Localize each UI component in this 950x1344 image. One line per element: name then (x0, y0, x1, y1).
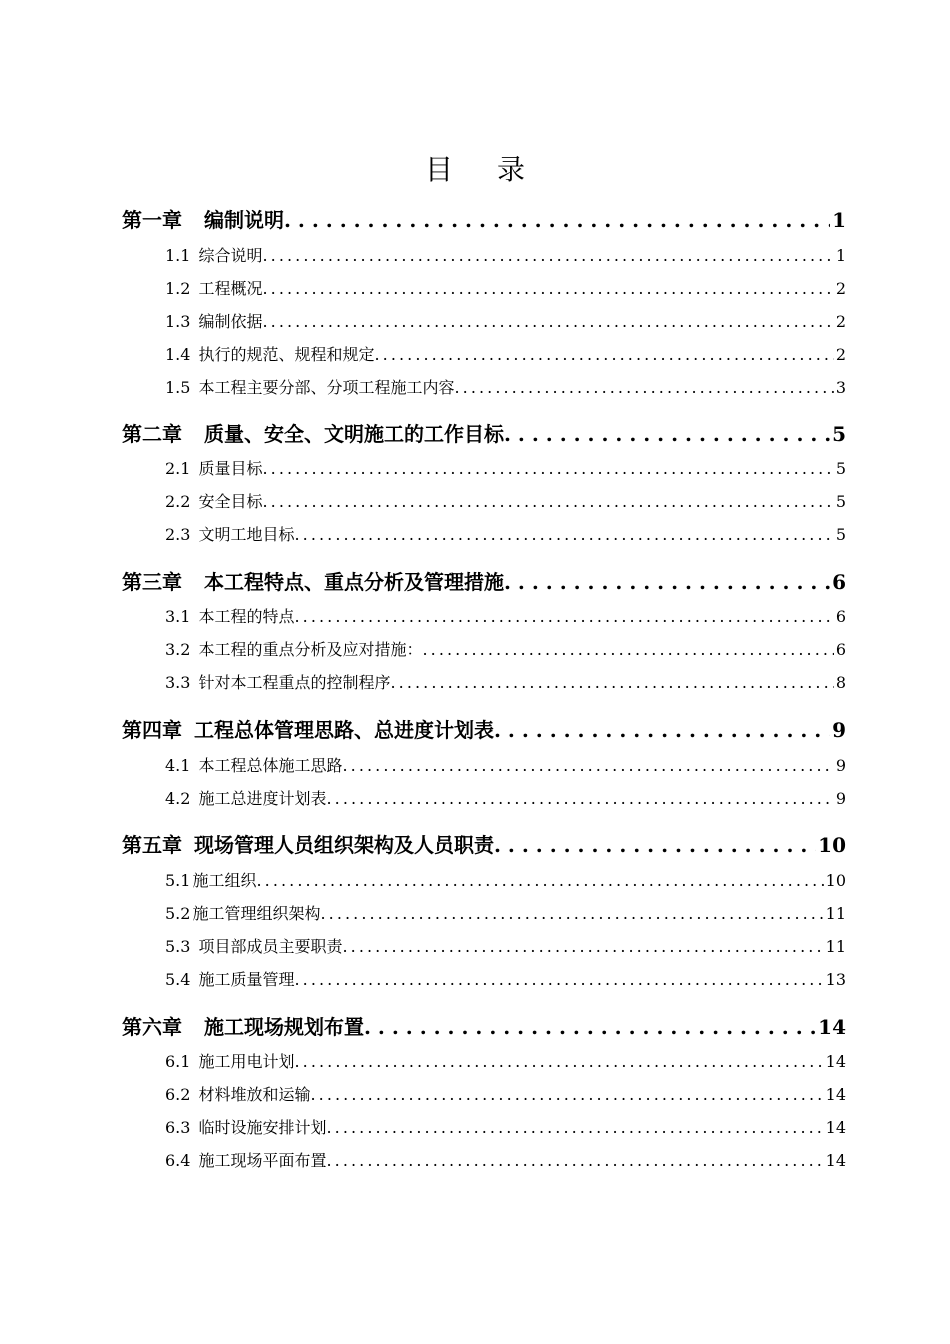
toc-chapter-1[interactable] (122, 207, 846, 233)
entry-page: 10 (825, 871, 846, 890)
entry-page: 13 (825, 970, 846, 989)
toc-section-5-2[interactable] (165, 903, 846, 925)
entry-page: 1 (832, 208, 846, 232)
toc-chapter-3[interactable] (122, 569, 846, 595)
dot-leader (262, 311, 833, 333)
toc-section-6-2[interactable] (165, 1084, 846, 1106)
dot-leader (294, 969, 823, 991)
entry-page: 14 (825, 1151, 846, 1170)
dot-leader (284, 207, 830, 233)
entry-label: 执行的规范、规程和规定 (198, 345, 375, 364)
entry-label: 现场管理人员组织架构及人员职责 (194, 833, 494, 857)
entry-page: 5 (835, 492, 846, 511)
entry-label: 施工管理组织架构 (192, 904, 321, 923)
toc-section-4-2[interactable] (165, 788, 846, 810)
toc-chapter-4[interactable] (122, 717, 846, 743)
entry-page: 5 (835, 459, 846, 478)
entry-number: 4.1 (165, 756, 191, 775)
dot-leader (262, 491, 833, 513)
dot-leader (494, 717, 830, 743)
entry-page: 2 (835, 345, 846, 364)
dot-leader (262, 245, 833, 267)
dot-leader (454, 377, 833, 399)
entry-number: 5.2 (165, 904, 191, 923)
entry-label: 质量、安全、文明施工的工作目标 (204, 422, 504, 446)
toc-section-1-3[interactable] (165, 311, 846, 333)
dot-leader (342, 936, 823, 958)
entry-page: 1 (835, 246, 846, 265)
toc-section-6-1[interactable] (165, 1051, 846, 1073)
toc-section-5-1[interactable] (165, 870, 846, 892)
toc-chapter-6[interactable] (122, 1014, 846, 1040)
entry-number: 第五章 (122, 833, 182, 857)
entry-label: 本工程主要分部、分项工程施工内容 (198, 378, 455, 397)
entry-number: 2.2 (165, 492, 191, 511)
dot-leader (504, 421, 830, 447)
entry-number: 2.3 (165, 525, 191, 544)
dot-leader (342, 755, 833, 777)
entry-label: 编制依据 (198, 312, 263, 331)
entry-number: 5.1 (165, 871, 191, 890)
entry-page: 14 (825, 1118, 846, 1137)
entry-label: 工程总体管理思路、总进度计划表 (194, 718, 494, 742)
entry-number: 第一章 (122, 208, 182, 232)
entry-number: 2.1 (165, 459, 191, 478)
entry-page: 8 (835, 673, 846, 692)
entry-number: 3.3 (165, 673, 191, 692)
toc-chapter-2[interactable] (122, 421, 846, 447)
page-title: 目录 (424, 153, 569, 186)
entry-number: 1.3 (165, 312, 191, 331)
entry-label: 本工程的特点 (198, 607, 295, 626)
entry-page: 2 (835, 279, 846, 298)
dot-leader (326, 788, 833, 810)
entry-page: 14 (818, 1015, 846, 1039)
dot-leader (494, 832, 816, 858)
dot-leader (504, 569, 830, 595)
entry-number: 5.4 (165, 970, 191, 989)
dot-leader (262, 458, 833, 480)
dot-leader (310, 1084, 823, 1106)
dot-leader (256, 870, 823, 892)
entry-number: 4.2 (165, 789, 191, 808)
entry-label: 安全目标 (198, 492, 263, 511)
entry-number: 1.2 (165, 279, 191, 298)
entry-number: 6.1 (165, 1052, 191, 1071)
entry-page: 6 (832, 570, 846, 594)
entry-page: 6 (835, 640, 846, 659)
entry-page: 10 (818, 833, 846, 857)
entry-label: 临时设施安排计划 (198, 1118, 327, 1137)
entry-label: 施工总进度计划表 (198, 789, 327, 808)
entry-number: 5.3 (165, 937, 191, 956)
entry-number: 第四章 (122, 718, 182, 742)
entry-label: 综合说明 (198, 246, 263, 265)
entry-number: 6.3 (165, 1118, 191, 1137)
entry-page: 2 (835, 312, 846, 331)
entry-label: 针对本工程重点的控制程序 (198, 673, 391, 692)
entry-number: 6.4 (165, 1151, 191, 1170)
toc-section-6-4[interactable] (165, 1150, 846, 1172)
dot-leader (326, 1150, 823, 1172)
entry-number: 1.4 (165, 345, 191, 364)
toc-section-3-1[interactable] (165, 606, 846, 628)
toc-section-3-2[interactable] (165, 639, 846, 661)
entry-number: 3.2 (165, 640, 191, 659)
entry-page: 14 (825, 1085, 846, 1104)
entry-label: 编制说明 (204, 208, 284, 232)
entry-number: 第三章 (122, 570, 182, 594)
entry-page: 6 (835, 607, 846, 626)
entry-page: 11 (825, 904, 846, 923)
dot-leader (294, 606, 833, 628)
entry-label: 施工组织 (192, 871, 257, 890)
entry-number: 1.5 (165, 378, 191, 397)
toc-section-4-1[interactable] (165, 755, 846, 777)
toc-section-3-3[interactable] (165, 672, 846, 694)
entry-page: 5 (832, 422, 846, 446)
entry-page: 9 (832, 718, 846, 742)
entry-page: 9 (835, 789, 846, 808)
entry-label: 施工用电计划 (198, 1052, 295, 1071)
entry-number: 1.1 (165, 246, 191, 265)
toc-chapter-5[interactable] (122, 832, 846, 858)
entry-number: 6.2 (165, 1085, 191, 1104)
entry-label: 材料堆放和运输 (198, 1085, 311, 1104)
entry-page: 5 (835, 525, 846, 544)
entry-page: 11 (825, 937, 846, 956)
dot-leader (364, 1014, 816, 1040)
toc-section-2-2[interactable] (165, 491, 846, 513)
entry-label: 施工现场规划布置 (204, 1015, 364, 1039)
toc-section-1-2[interactable] (165, 278, 846, 300)
entry-number: 第六章 (122, 1015, 182, 1039)
entry-number: 3.1 (165, 607, 191, 626)
dot-leader (294, 1051, 823, 1073)
entry-label: 文明工地目标 (198, 525, 295, 544)
entry-page: 14 (825, 1052, 846, 1071)
dot-leader (294, 524, 833, 546)
entry-number: 第二章 (122, 422, 182, 446)
entry-page: 3 (835, 378, 846, 397)
dot-leader (326, 1117, 823, 1139)
entry-label: 施工质量管理 (198, 970, 295, 989)
dot-leader (422, 639, 833, 661)
entry-label: 本工程特点、重点分析及管理措施 (204, 570, 504, 594)
toc-section-1-4[interactable] (165, 344, 846, 366)
entry-label: 本工程总体施工思路 (198, 756, 343, 775)
entry-label: 质量目标 (198, 459, 263, 478)
toc-section-5-3[interactable] (165, 936, 846, 958)
toc-section-5-4[interactable] (165, 969, 846, 991)
entry-page: 9 (835, 756, 846, 775)
toc-section-2-3[interactable] (165, 524, 846, 546)
entry-label: 施工现场平面布置 (198, 1151, 327, 1170)
toc-section-6-3[interactable] (165, 1117, 846, 1139)
toc-section-2-1[interactable] (165, 458, 846, 480)
dot-leader (390, 672, 833, 694)
entry-label: 工程概况 (198, 279, 263, 298)
entry-label: 项目部成员主要职责 (198, 937, 343, 956)
dot-leader (374, 344, 833, 366)
entry-label: 本工程的重点分析及应对措施： (198, 640, 423, 659)
toc-section-1-5[interactable] (165, 377, 846, 399)
toc-section-1-1[interactable] (165, 245, 846, 267)
dot-leader (320, 903, 823, 925)
dot-leader (262, 278, 833, 300)
